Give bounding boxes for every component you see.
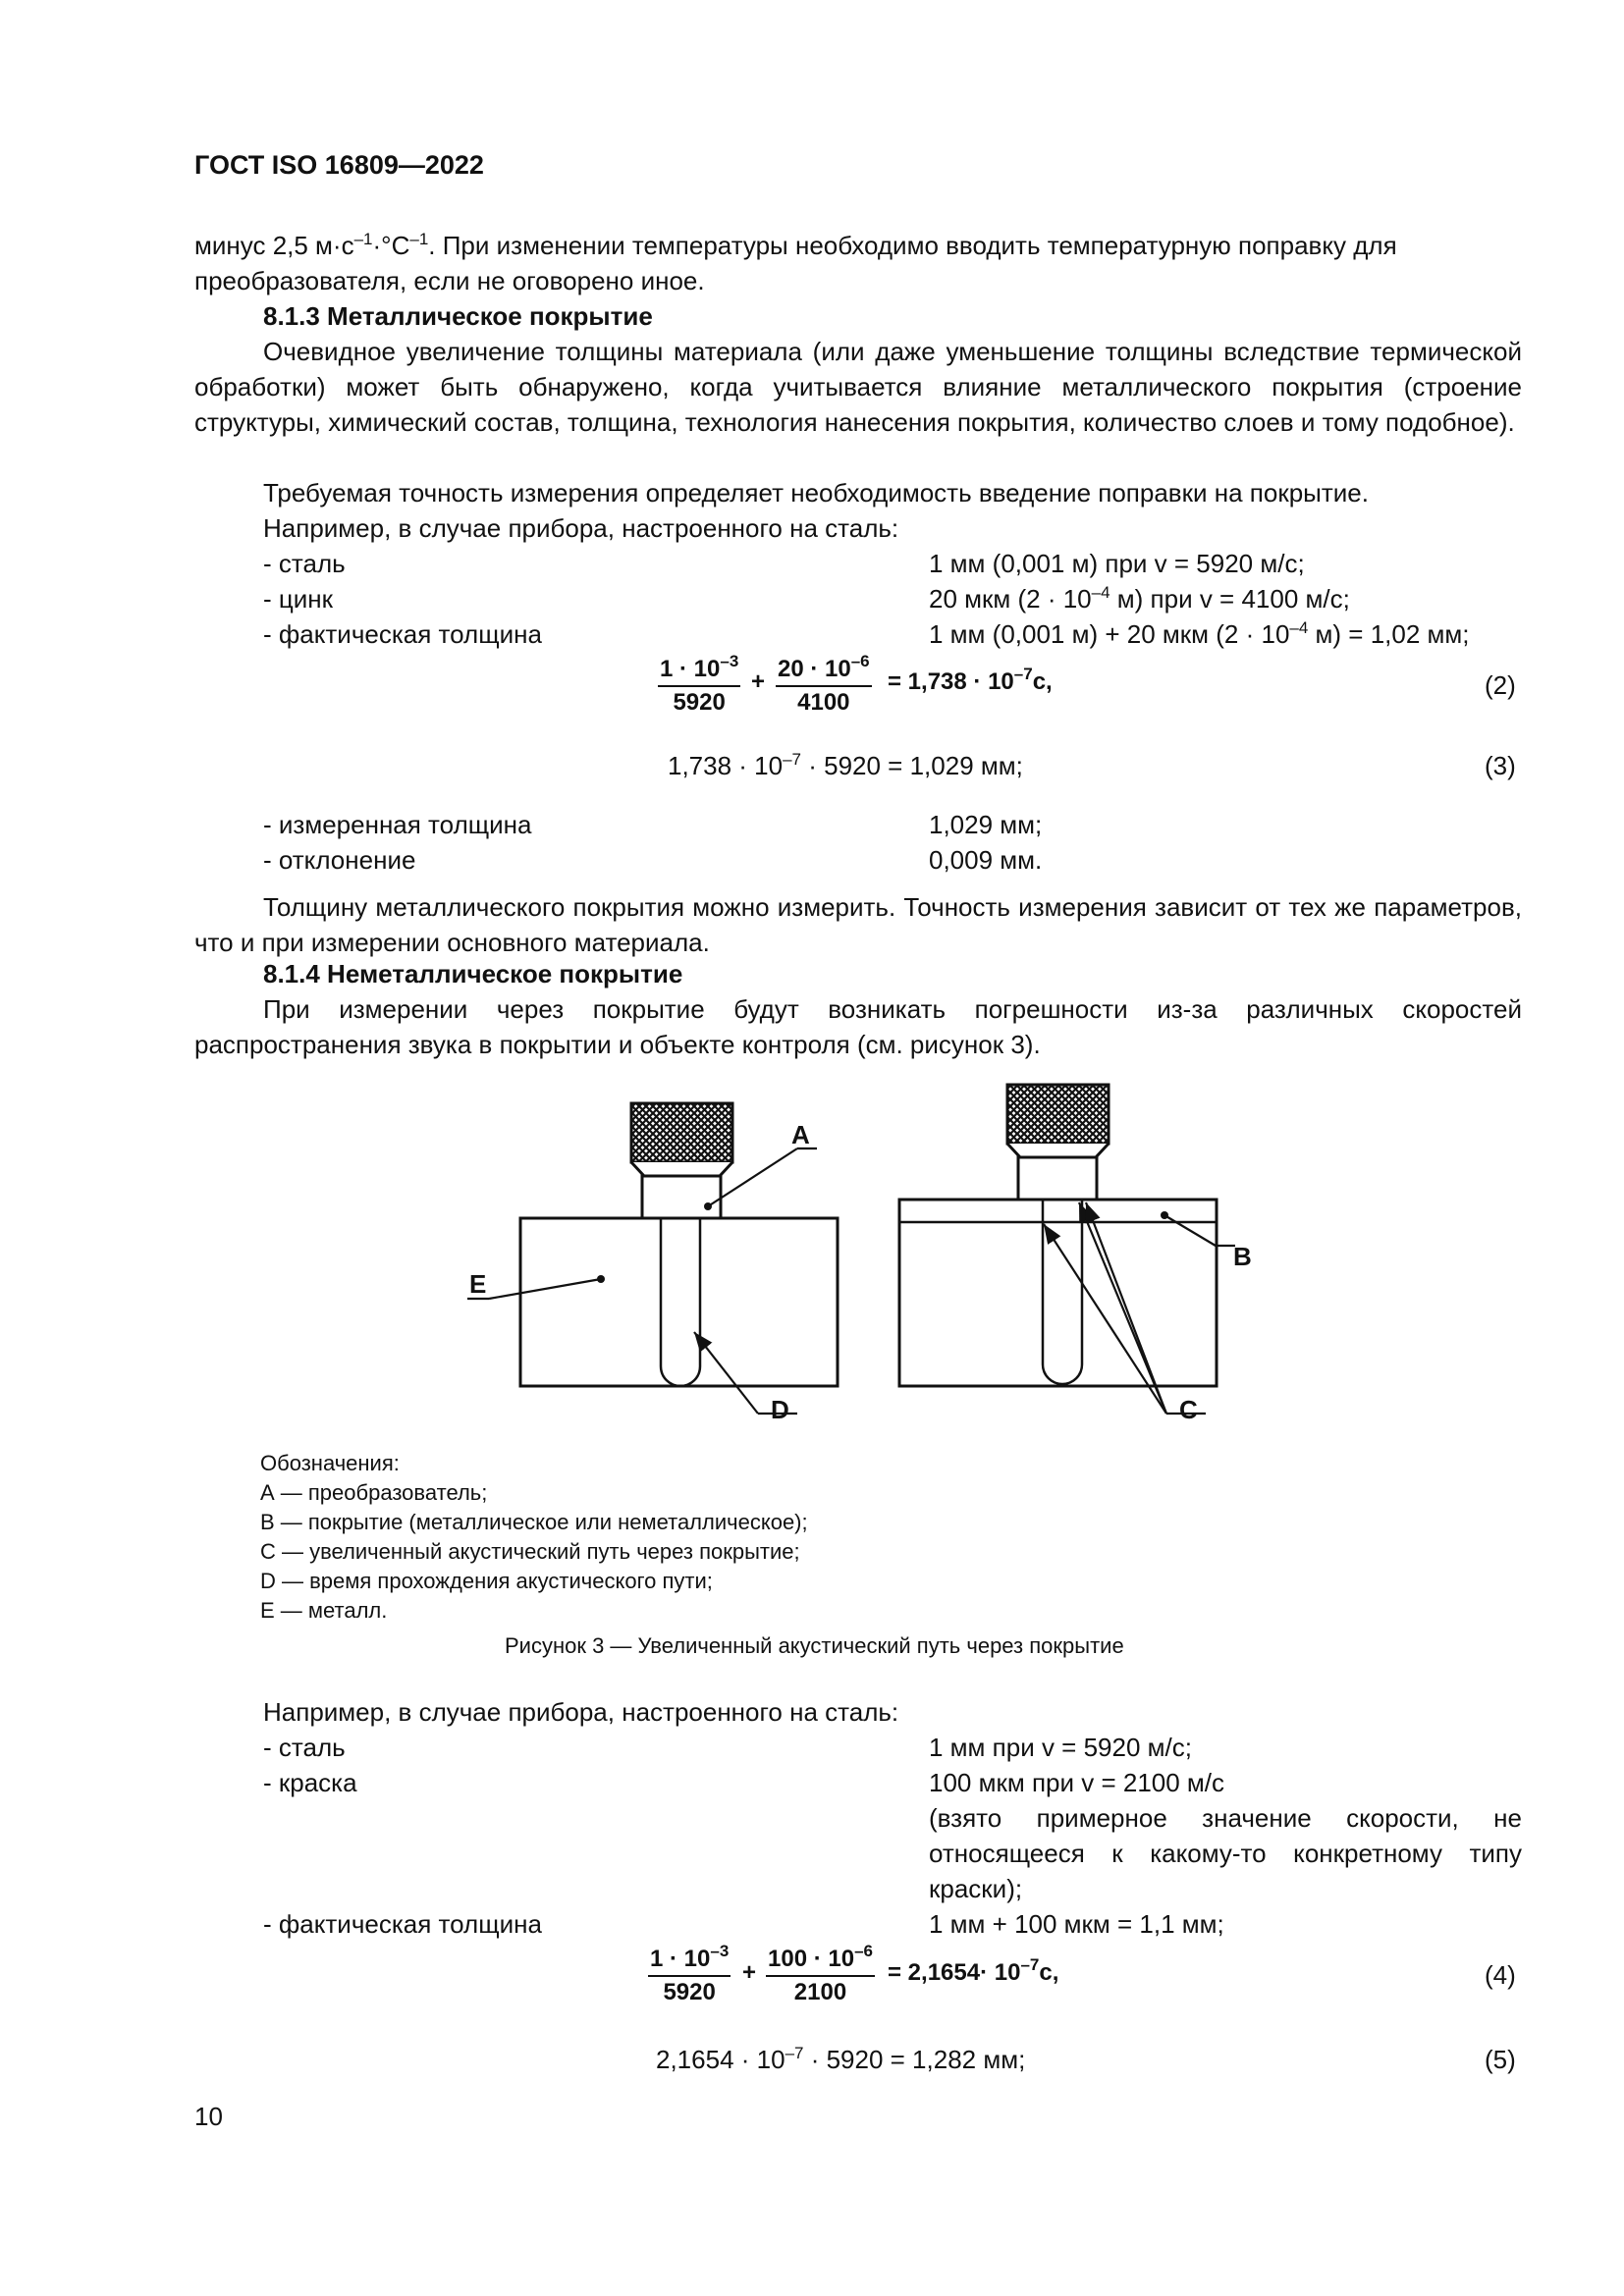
figure-label-b: B (1233, 1242, 1252, 1271)
legend-item: В — покрытие (металлическое или неметаллическое); (260, 1510, 808, 1534)
figure-label-c: C (1179, 1395, 1198, 1424)
eq4-result: = $2,1654\cdot 10^{-7}с$, (888, 1955, 1059, 1986)
legend-title: Обозначения: (260, 1451, 400, 1475)
section-heading-813: 8.1.3 Металлическое покрытие (263, 301, 653, 331)
eq2-number: (2) (1485, 670, 1516, 700)
example2-intro: Например, в случае прибора, настроенного на сталь: (263, 1697, 899, 1727)
eq2-fraction-1: $\frac{1 \cdot 10^{-3}}{5920}$ (660, 652, 739, 716)
list-value-steel-2: 1 мм при v = 5920 м/с; (929, 1733, 1192, 1762)
legend-item: А — преобразователь; (260, 1480, 488, 1505)
list-label-actual: - фактическая толщина (263, 619, 542, 649)
eq4-fraction-1: $\frac{1 \cdot 10^{-3}}{5920}$ (650, 1942, 730, 2005)
leader-b (1164, 1215, 1216, 1246)
eq5-number: (5) (1485, 2045, 1516, 2074)
eq3-number: (3) (1485, 751, 1516, 780)
left-sound-path (661, 1218, 700, 1386)
figure-label-d: D (771, 1395, 789, 1424)
list-value-deviation: 0,009 мм. (929, 845, 1043, 875)
figure-label-a: A (791, 1120, 810, 1149)
list-value-actual: 1 мм (0,001 м) + 20 мкм ($2 \cdot 10^{-4}$ м) = 1,02 мм; (929, 618, 1470, 649)
s814-paragraph-1: При измерении через покрытие будут возникать погрешности из-за различных скоростей распространения звука в покрытии и объекте контроля (см. рисунок 3). (194, 994, 1522, 1059)
left-metal-block (520, 1218, 838, 1386)
s813-paragraph-4: Толщину металлического покрытия можно измерить. Точность измерения зависит от тех же параметров, что и при измерении основного материала. (194, 892, 1522, 957)
right-sound-path (1043, 1200, 1082, 1384)
list-value-measured: 1,029 мм; (929, 810, 1043, 839)
eq2-fraction-2: $\frac{20 \cdot 10^{-6}}{4100}$ (778, 652, 870, 716)
list-value-zinc: 20 мкм ($2 \cdot 10^{-4}$ м) при v = 4100 м/с; (929, 583, 1350, 614)
list-label-zinc: - цинк (263, 584, 334, 614)
eq2-plus: + (751, 668, 766, 695)
list-value-steel: 1 мм (0,001 м) при v = 5920 м/с; (929, 549, 1305, 578)
legend-item: Е — металл. (260, 1598, 388, 1623)
list-label-deviation: - отклонение (263, 845, 416, 875)
s813-paragraph-2: Требуемая точность измерения определяет необходимость введение поправки на покрытие. (263, 478, 1369, 507)
section-heading-814: 8.1.4 Неметаллическое покрытие (263, 959, 683, 988)
eq2-result: = $1,738 \cdot 10^{-7}с$, (888, 665, 1053, 695)
intro-line-2: преобразователя, если не оговорено иное. (194, 266, 705, 295)
intro-line-1: минус 2,5 $м\cdot с^{-1}\cdot^\circ С^{-1}$. При изменении температуры необходимо вводить температурную поправку для (194, 230, 1397, 260)
s813-paragraph-3: Например, в случае прибора, настроенного на сталь: (263, 513, 899, 543)
eq4-plus: + (742, 1959, 757, 1986)
document-header: ГОСТ ISO 16809—2022 (194, 150, 484, 180)
list-label-paint: - краска (263, 1768, 357, 1797)
s813-paragraph-1: Очевидное увеличение толщины материала (или даже уменьшение толщины вследствие термической обработки) может быть обнаружено, когда учитывается влияние металлического покрытия (строение структуры, химический состав, толщина, технология нанесения покрытия, количество слоев и тому подобное). (194, 337, 1522, 437)
figure-caption: Рисунок 3 — Увеличенный акустический путь через покрытие (505, 1633, 1124, 1658)
eq3: $1,738 \cdot 10^{-7} \cdot 5920 = 1,029$ мм; (668, 750, 1023, 780)
page-number: 10 (194, 2102, 223, 2131)
list-label-steel-2: - сталь (263, 1733, 346, 1762)
eq5: $2,1654 \cdot 10^{-7} \cdot 5920 = 1,282$ мм; (656, 2044, 1026, 2074)
legend-item: D — время прохождения акустического пути; (260, 1569, 713, 1593)
paint-note: (взято примерное значение скорости, не относящееся к какому-то конкретному типу краски); (929, 1803, 1522, 1903)
right-transducer (1007, 1085, 1109, 1200)
list-value-actual-2: 1 мм + 100 мкм = 1,1 мм; (929, 1909, 1224, 1939)
legend-item: С — увеличенный акустический путь через покрытие; (260, 1539, 800, 1564)
list-value-paint: 100 мкм при v = 2100 м/с (929, 1768, 1225, 1797)
right-metal-block (899, 1200, 1217, 1386)
leader-e (489, 1279, 601, 1299)
leader-d (694, 1332, 758, 1414)
list-label-steel: - сталь (263, 549, 346, 578)
list-label-actual-2: - фактическая толщина (263, 1909, 542, 1939)
eq4-number: (4) (1485, 1960, 1516, 1990)
list-label-measured: - измеренная толщина (263, 810, 532, 839)
eq4-fraction-2: $\frac{100 \cdot 10^{-6}}{2100}$ (768, 1942, 873, 2005)
figure-label-e: E (469, 1269, 487, 1299)
